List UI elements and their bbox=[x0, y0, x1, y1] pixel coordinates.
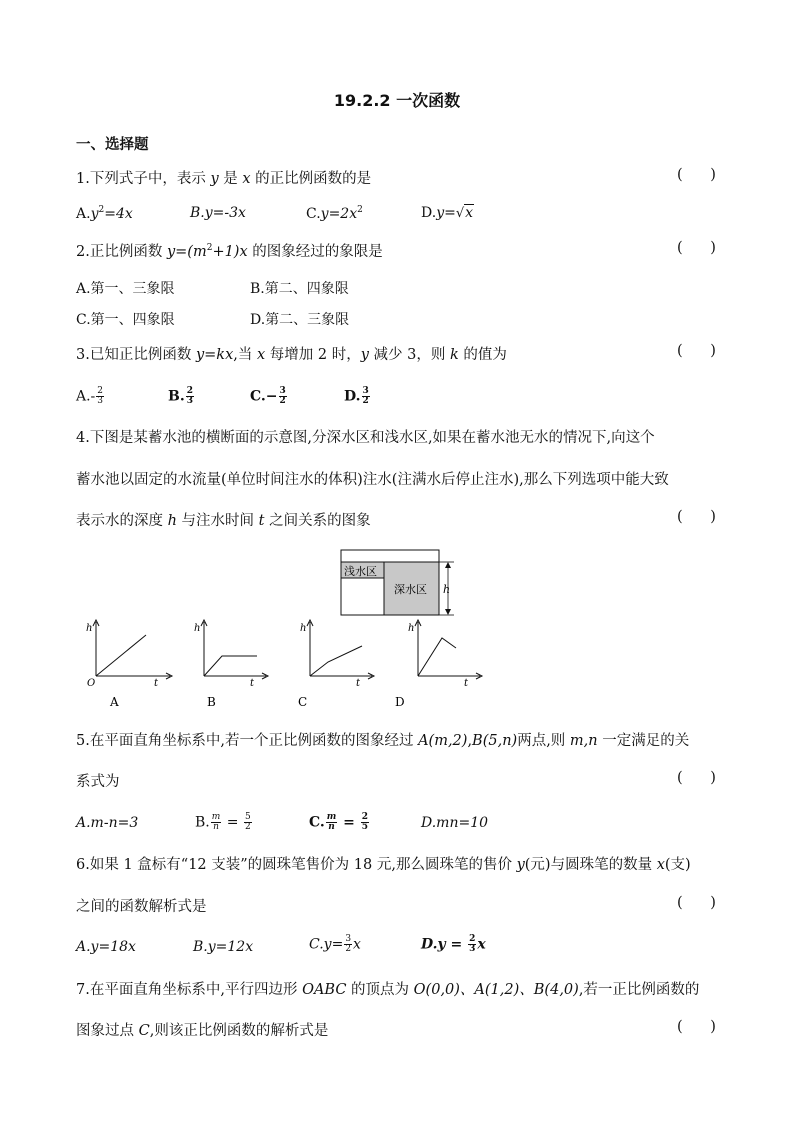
question-1: 1.下列式子中，表示 y 是 x 的正比例函数的是 bbox=[76, 171, 372, 187]
dim-arrow-up-icon bbox=[445, 562, 451, 568]
graph-options bbox=[70, 618, 490, 713]
question-7-line-2: 图象过点 C,则该正比例函数的解析式是 bbox=[76, 1023, 329, 1039]
shallow-zone-label: 浅水区 bbox=[344, 565, 377, 578]
deep-zone-label: 深水区 bbox=[394, 583, 427, 596]
answer-paren-7: ( ) bbox=[677, 1019, 716, 1035]
dim-arrow-down-icon bbox=[445, 609, 451, 615]
question-3: 3.已知正比例函数 y=kx,当 x 每增加 2 时，y 减少 3，则 k 的值为 bbox=[76, 347, 507, 363]
q5-option-b: B. $\frac{m}{n}$ = $\frac{5}{2}$ bbox=[195, 812, 251, 832]
question-6-line-2: 之间的函数解析式是 bbox=[76, 899, 207, 915]
q2-option-a: A.第一、三象限 bbox=[76, 281, 175, 297]
graph-d-curve bbox=[418, 638, 456, 676]
answer-paren-6: ( ) bbox=[677, 895, 716, 911]
answer-paren-2: ( ) bbox=[677, 240, 716, 256]
q2-option-d: D.第二、三象限 bbox=[250, 312, 350, 328]
graph-a-curve bbox=[96, 635, 146, 676]
q3-option-b: B. $\frac{2}{3}$ bbox=[168, 386, 193, 406]
graph-b-x-label: t bbox=[250, 678, 255, 689]
graph-d-label: D bbox=[395, 695, 405, 709]
q2-option-c: C.第一、四象限 bbox=[76, 312, 175, 328]
depth-label: h bbox=[443, 583, 451, 596]
graph-c bbox=[298, 620, 374, 709]
q5-option-a: A.m-n=3 bbox=[76, 815, 139, 831]
question-4-line-1: 4.下图是某蓄水池的横断面的示意图,分深水区和浅水区,如果在蓄水池无水的情况下,向这个 bbox=[76, 430, 655, 446]
q5-option-c: C. $\frac{m}{n}$ = $\frac{2}{5}$ bbox=[309, 812, 369, 832]
graph-a-origin: O bbox=[87, 678, 96, 689]
section-heading: 一、选择题 bbox=[76, 136, 149, 153]
graph-d-x-label: t bbox=[464, 678, 469, 689]
q3-option-c: C.− $\frac{3}{2}$ bbox=[250, 386, 286, 406]
graph-b bbox=[194, 620, 268, 709]
question-5-line-1: 5.在平面直角坐标系中,若一个正比例函数的图象经过 A(m,2),B(5,n)两点,则 m,n 一定满足的关 bbox=[76, 733, 690, 749]
graph-c-curve bbox=[310, 646, 362, 676]
q1-option-d: D.y=√x bbox=[421, 205, 474, 221]
graph-a bbox=[86, 620, 172, 709]
question-5-line-2: 系式为 bbox=[76, 774, 120, 790]
sqrt-sign-icon: √ bbox=[455, 206, 465, 221]
pool-cross-section-diagram bbox=[336, 548, 466, 620]
q6-option-c: C.y= $\frac{3}{2}$ x bbox=[309, 934, 361, 954]
q1-option-b: B.y=-3x bbox=[190, 205, 246, 221]
graph-d-y-label: h bbox=[408, 623, 415, 634]
q6-option-d: D.y = $\frac{2}{3}$ x bbox=[421, 934, 486, 954]
answer-paren-5: ( ) bbox=[677, 770, 716, 786]
q1-option-a: $A.y^2=4x$ bbox=[76, 205, 133, 222]
answer-paren-1: ( ) bbox=[677, 167, 716, 183]
question-4-line-3: 表示水的深度 h 与注水时间 t 之间关系的图象 bbox=[76, 513, 371, 529]
graph-c-x-label: t bbox=[356, 678, 361, 689]
graph-a-y-label: h bbox=[86, 623, 93, 634]
graph-a-x-label: t bbox=[154, 678, 159, 689]
question-6-line-1: 6.如果 1 盒标有“12 支装”的圆珠笔售价为 18 元,那么圆珠笔的售价 y(元)与圆珠笔的数量 x(支) bbox=[76, 857, 691, 873]
q5-option-d: D.mn=10 bbox=[421, 815, 489, 831]
graph-b-curve bbox=[204, 656, 257, 676]
graph-b-y-label: h bbox=[194, 623, 201, 634]
q3-option-d: D. $\frac{3}{2}$ bbox=[344, 386, 369, 406]
q3-option-a: A.- $\frac{2}{3}$ bbox=[76, 386, 104, 406]
answer-paren-3: ( ) bbox=[677, 343, 716, 359]
answer-paren-4: ( ) bbox=[677, 509, 716, 525]
q6-option-a: A.y=18x bbox=[76, 939, 136, 955]
question-7-line-1: 7.在平面直角坐标系中,平行四边形 OABC 的顶点为 O(0,0)、A(1,2)、B(4,0),若一正比例函数的 bbox=[76, 982, 700, 998]
graph-a-label: A bbox=[110, 695, 119, 709]
graph-c-y-label: h bbox=[300, 623, 307, 634]
graph-b-label: B bbox=[207, 695, 216, 709]
q6-option-b: B.y=12x bbox=[193, 939, 254, 955]
question-2: 2.正比例函数 $y=(m^2+1)x$ 的图象经过的象限是 bbox=[76, 243, 383, 260]
q1-option-c: $C.y=2x^2$ bbox=[306, 205, 363, 222]
graph-c-label: C bbox=[298, 695, 308, 709]
page-title: 19.2.2 一次函数 bbox=[333, 91, 461, 110]
q2-option-b: B.第二、四象限 bbox=[250, 281, 349, 297]
question-4-line-2: 蓄水池以固定的水流量(单位时间注水的体积)注水(注满水后停止注水),那么下列选项中能大致 bbox=[76, 472, 669, 488]
graph-d bbox=[395, 620, 482, 709]
